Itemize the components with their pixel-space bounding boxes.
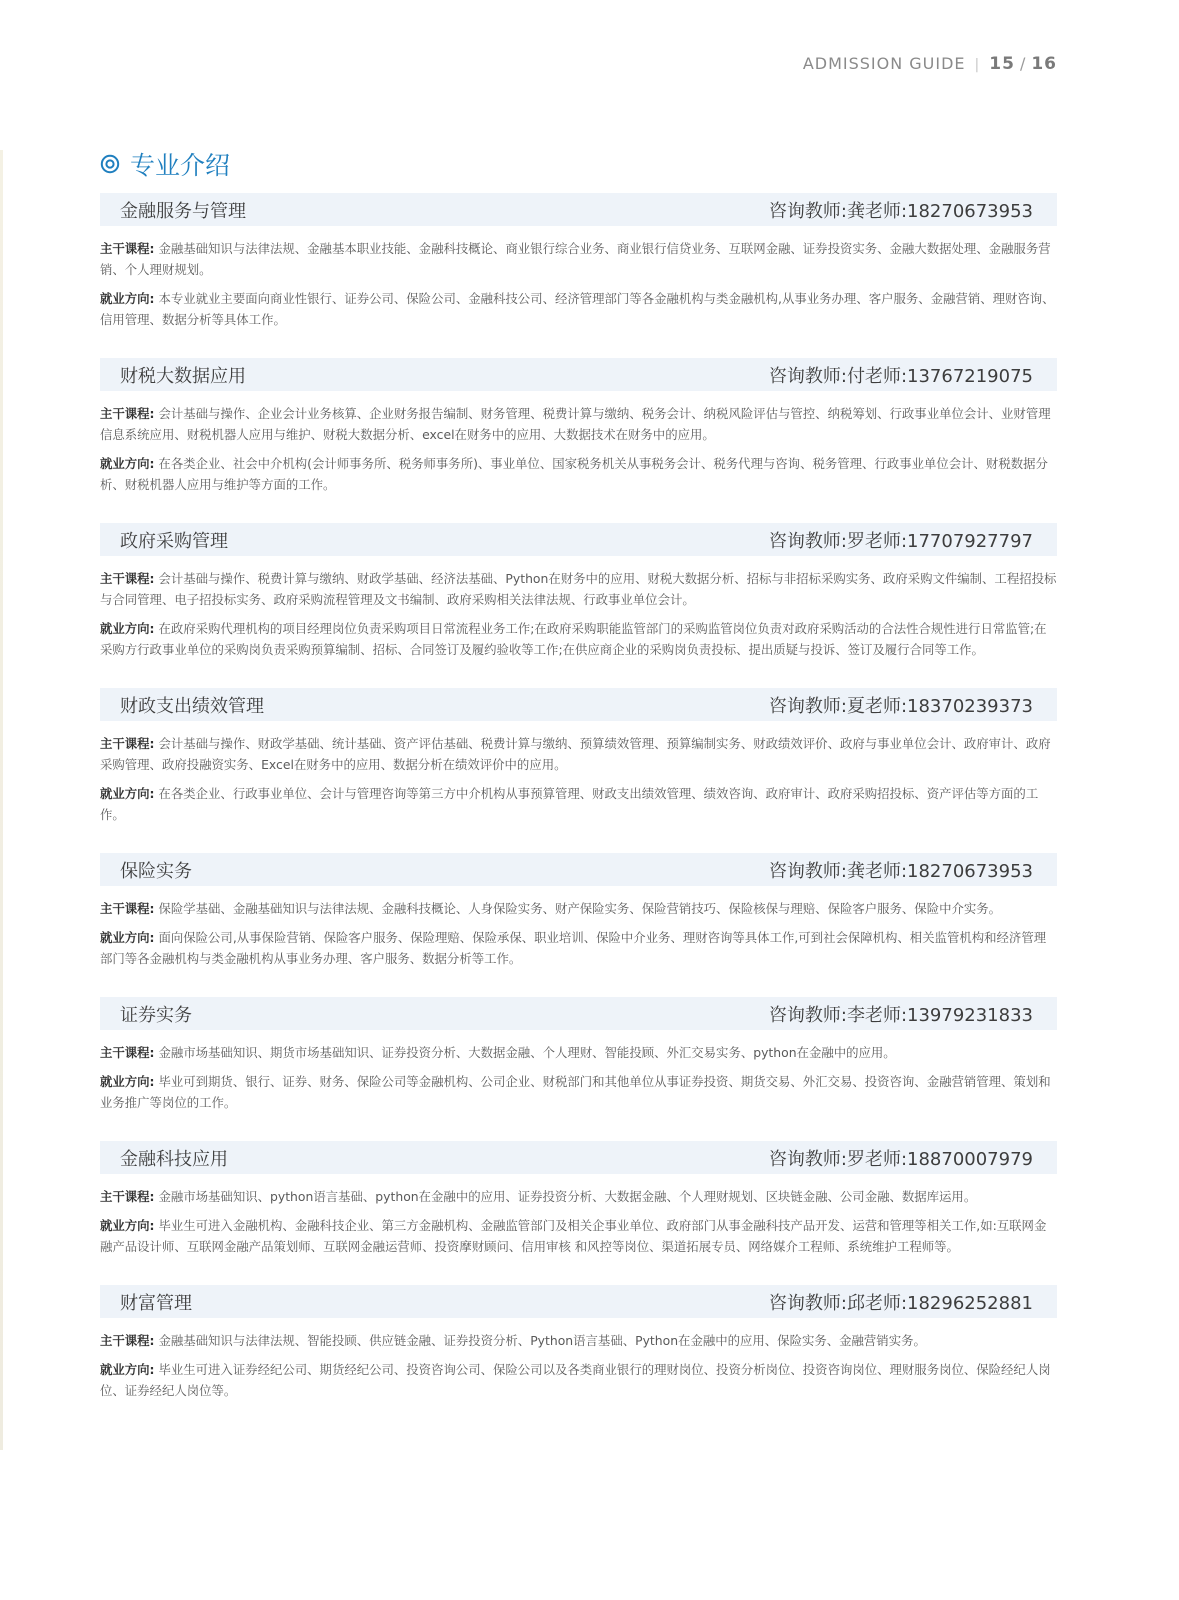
careers-text: 在政府采购代理机构的项目经理岗位负责采购项目日常流程业务工作;在政府采购职能监管部门的采购监管岗位负责对政府采购活动的合法性合规性进行日常监管;在采购方行政事业单位的采购岗负责采购预算编制、招标、合同签订及履约验收等工作;在供应商企业的采购岗负责投标、提出质疑与投诉、签订及履行合同等工作。 bbox=[100, 621, 1047, 657]
careers-label: 就业方向: bbox=[100, 930, 155, 945]
careers-label: 就业方向: bbox=[100, 1074, 155, 1089]
courses-label: 主干课程: bbox=[100, 406, 155, 421]
courses-text: 会计基础与操作、税费计算与缴纳、财政学基础、经济法基础、Python在财务中的应用、财税大数据分析、招标与非招标采购实务、政府采购文件编制、工程招投标与合同管理、电子招投标实务、政府采购流程管理及文书编制、政府采购相关法律法规、行政事业单位会计。 bbox=[100, 571, 1057, 607]
left-page-edge bbox=[0, 150, 3, 1450]
major-block bbox=[100, 688, 1057, 825]
page-separator: / bbox=[1019, 54, 1027, 73]
careers-paragraph bbox=[100, 1215, 1057, 1257]
major-contact: 咨询教师:邱老师:18296252881 bbox=[768, 1292, 1033, 1314]
careers-paragraph bbox=[100, 783, 1057, 825]
courses-paragraph bbox=[100, 898, 1057, 919]
careers-paragraph bbox=[100, 1071, 1057, 1113]
major-block bbox=[100, 193, 1057, 330]
careers-text: 毕业可到期货、银行、证券、财务、保险公司等金融机构、公司企业、财税部门和其他单位从事证券投资、期货交易、外汇交易、投资咨询、金融营销管理、策划和业务推广等岗位的工作。 bbox=[100, 1074, 1051, 1110]
major-header bbox=[100, 1141, 1057, 1174]
careers-paragraph bbox=[100, 618, 1057, 660]
courses-text: 会计基础与操作、财政学基础、统计基础、资产评估基础、税费计算与缴纳、预算绩效管理、预算编制实务、财政绩效评价、政府与事业单位会计、政府审计、政府采购管理、政府投融资实务、Excel在财务中的应用、数据分析在绩效评价中的应用。 bbox=[100, 736, 1051, 772]
courses-paragraph bbox=[100, 1330, 1057, 1351]
courses-text: 会计基础与操作、企业会计业务核算、企业财务报告编制、财务管理、税费计算与缴纳、税务会计、纳税风险评估与管控、纳税筹划、行政事业单位会计、业财管理信息系统应用、财税机器人应用与维护、财税大数据分析、excel在财务中的应用、大数据技术在财务中的应用。 bbox=[100, 406, 1051, 442]
guide-label: ADMISSION GUIDE bbox=[802, 54, 966, 73]
careers-paragraph bbox=[100, 288, 1057, 330]
major-name: 政府采购管理 bbox=[120, 530, 228, 552]
careers-text: 在各类企业、社会中介机构(会计师事务所、税务师事务所)、事业单位、国家税务机关从事税务会计、税务代理与咨询、税务管理、行政事业单位会计、财税数据分析、财税机器人应用与维护等方面的工作。 bbox=[100, 456, 1048, 492]
major-header bbox=[100, 1285, 1057, 1318]
current-page-number: 15 bbox=[989, 54, 1015, 74]
major-header bbox=[100, 523, 1057, 556]
courses-paragraph bbox=[100, 1186, 1057, 1207]
courses-paragraph bbox=[100, 238, 1057, 280]
major-block bbox=[100, 523, 1057, 660]
courses-text: 保险学基础、金融基础知识与法律法规、金融科技概论、人身保险实务、财产保险实务、保险营销技巧、保险核保与理赔、保险客户服务、保险中介实务。 bbox=[158, 901, 1002, 916]
courses-text: 金融基础知识与法律法规、智能投顾、供应链金融、证券投资分析、Python语言基础、Python在金融中的应用、保险实务、金融营销实务。 bbox=[158, 1333, 926, 1348]
courses-text: 金融市场基础知识、期货市场基础知识、证券投资分析、大数据金融、个人理财、智能投顾、外汇交易实务、python在金融中的应用。 bbox=[158, 1045, 896, 1060]
major-block bbox=[100, 1285, 1057, 1401]
major-contact: 咨询教师:罗老师:17707927797 bbox=[768, 530, 1033, 552]
page-header bbox=[803, 54, 1057, 74]
courses-label: 主干课程: bbox=[100, 1333, 155, 1348]
courses-label: 主干课程: bbox=[100, 1189, 155, 1204]
major-block bbox=[100, 853, 1057, 969]
careers-label: 就业方向: bbox=[100, 1218, 155, 1233]
major-header bbox=[100, 997, 1057, 1030]
courses-paragraph bbox=[100, 568, 1057, 610]
major-contact: 咨询教师:李老师:13979231833 bbox=[768, 1004, 1033, 1026]
major-name: 财富管理 bbox=[120, 1292, 192, 1314]
courses-paragraph bbox=[100, 403, 1057, 445]
careers-paragraph bbox=[100, 453, 1057, 495]
careers-text: 本专业就业主要面向商业性银行、证券公司、保险公司、金融科技公司、经济管理部门等各金融机构与类金融机构,从事业务办理、客户服务、金融营销、理财咨询、信用管理、数据分析等具体工作。 bbox=[100, 291, 1055, 327]
section-title bbox=[100, 146, 230, 182]
courses-label: 主干课程: bbox=[100, 571, 155, 586]
careers-label: 就业方向: bbox=[100, 1362, 155, 1377]
major-name: 保险实务 bbox=[120, 860, 192, 882]
careers-paragraph bbox=[100, 1359, 1057, 1401]
courses-label: 主干课程: bbox=[100, 901, 155, 916]
major-block bbox=[100, 358, 1057, 495]
major-contact: 咨询教师:夏老师:18370239373 bbox=[768, 695, 1033, 717]
courses-text: 金融基础知识与法律法规、金融基本职业技能、金融科技概论、商业银行综合业务、商业银行信贷业务、互联网金融、证券投资实务、金融大数据处理、金融服务营销、个人理财规划。 bbox=[100, 241, 1051, 277]
major-name: 财税大数据应用 bbox=[120, 365, 246, 387]
major-header bbox=[100, 853, 1057, 886]
careers-label: 就业方向: bbox=[100, 456, 155, 471]
major-name: 财政支出绩效管理 bbox=[120, 695, 264, 717]
total-page-number: 16 bbox=[1031, 54, 1057, 74]
courses-label: 主干课程: bbox=[100, 736, 155, 751]
careers-label: 就业方向: bbox=[100, 291, 155, 306]
target-icon bbox=[100, 154, 120, 174]
careers-text: 毕业生可进入证券经纪公司、期货经纪公司、投资咨询公司、保险公司以及各类商业银行的理财岗位、投资分析岗位、投资咨询岗位、理财服务岗位、保险经纪人岗位、证券经纪人岗位等。 bbox=[100, 1362, 1051, 1398]
careers-paragraph bbox=[100, 927, 1057, 969]
major-name: 金融科技应用 bbox=[120, 1148, 228, 1170]
careers-label: 就业方向: bbox=[100, 621, 155, 636]
courses-label: 主干课程: bbox=[100, 241, 155, 256]
majors-list bbox=[100, 193, 1057, 1429]
careers-text: 在各类企业、行政事业单位、会计与管理咨询等第三方中介机构从事预算管理、财政支出绩效管理、绩效咨询、政府审计、政府采购招投标、资产评估等方面的工作。 bbox=[100, 786, 1039, 822]
major-header bbox=[100, 688, 1057, 721]
courses-text: 金融市场基础知识、python语言基础、python在金融中的应用、证券投资分析、大数据金融、个人理财规划、区块链金融、公司金融、数据库运用。 bbox=[158, 1189, 977, 1204]
major-name: 证券实务 bbox=[120, 1004, 192, 1026]
major-block bbox=[100, 997, 1057, 1113]
major-contact: 咨询教师:龚老师:18270673953 bbox=[768, 860, 1033, 882]
header-separator: | bbox=[974, 57, 981, 73]
section-title-text: 专业介绍 bbox=[130, 151, 231, 180]
major-name: 金融服务与管理 bbox=[120, 200, 246, 222]
courses-paragraph bbox=[100, 1042, 1057, 1063]
careers-label: 就业方向: bbox=[100, 786, 155, 801]
courses-paragraph bbox=[100, 733, 1057, 775]
careers-text: 面向保险公司,从事保险营销、保险客户服务、保险理赔、保险承保、职业培训、保险中介业务、理财咨询等具体工作,可到社会保障机构、相关监管机构和经济管理部门等各金融机构与类金融机构从事业务办理、客户服务、数据分析等工作。 bbox=[100, 930, 1047, 966]
major-contact: 咨询教师:罗老师:18870007979 bbox=[768, 1148, 1033, 1170]
major-contact: 咨询教师:龚老师:18270673953 bbox=[768, 200, 1033, 222]
major-header bbox=[100, 358, 1057, 391]
courses-label: 主干课程: bbox=[100, 1045, 155, 1060]
major-header bbox=[100, 193, 1057, 226]
careers-text: 毕业生可进入金融机构、金融科技企业、第三方金融机构、金融监管部门及相关企事业单位、政府部门从事金融科技产品开发、运营和管理等相关工作,如:互联网金融产品设计师、互联网金融产品策划师、互联网金融运营师、投资摩财顾问、信用审核 和风控等岗位、渠道拓展专员、网络媒介工程师、系统维护工程师等。 bbox=[100, 1218, 1047, 1254]
major-contact: 咨询教师:付老师:13767219075 bbox=[768, 365, 1033, 387]
major-block bbox=[100, 1141, 1057, 1257]
